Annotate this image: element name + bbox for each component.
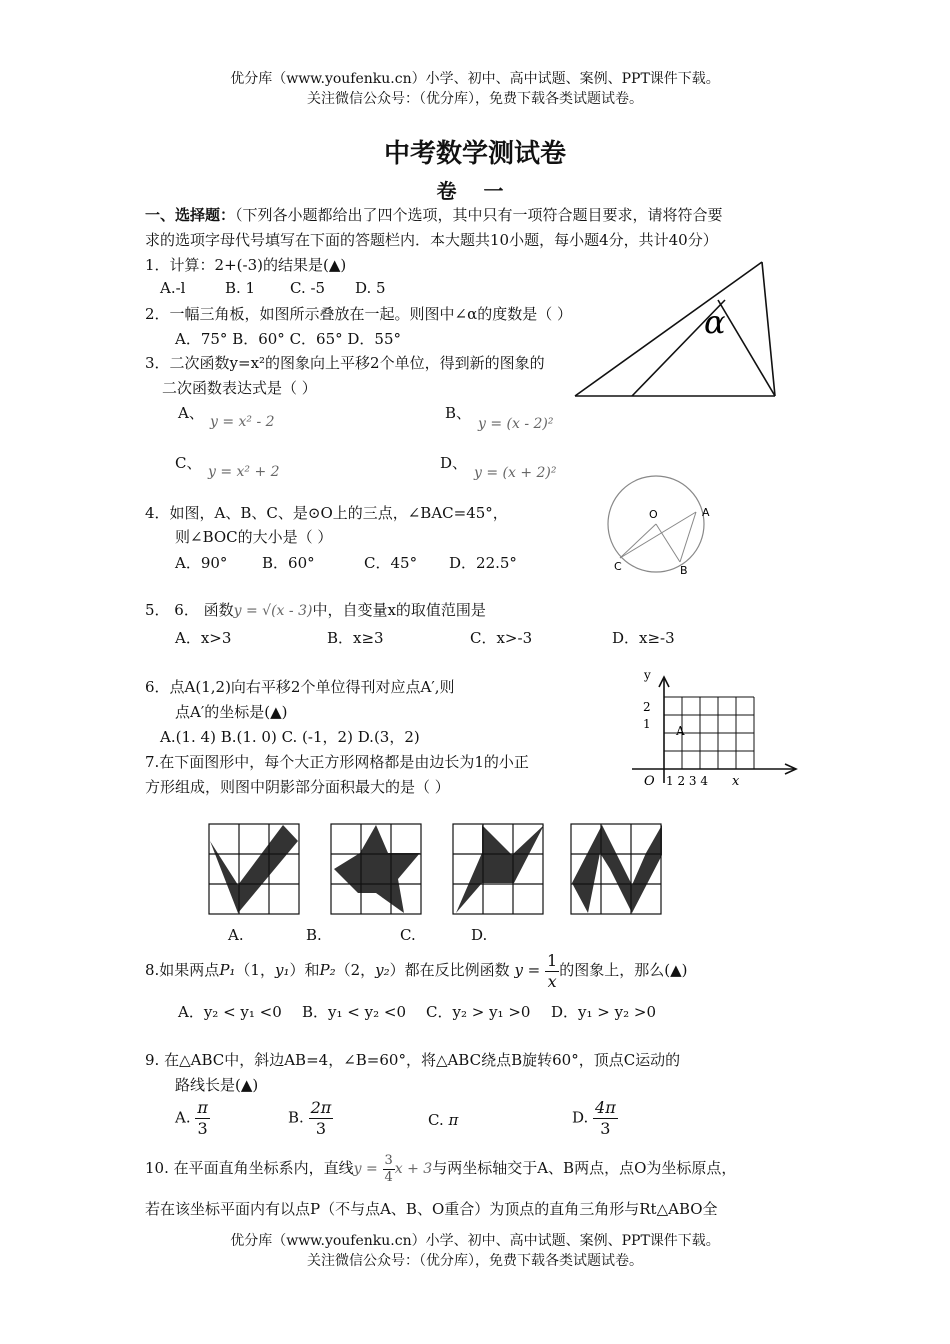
q8-p1: P₁ [219,961,236,979]
q2-set-squares-figure [570,258,785,400]
q5-pre: 5． 6． 函数 [145,601,234,619]
q7-stem-1: 7.在下面图形中，每个大正方形网格都是由边长为1的小正 [145,753,529,771]
q1-option-a: A.-l [160,279,186,297]
q3-option-d: D、 [440,454,468,472]
page-title: 中考数学测试卷 [383,139,566,169]
q6-options: A.(1. 4) B.(1. 0) C. (-1，2) D.(3，2) [160,728,420,746]
q4-stem-1: 4．如图，A、B、C、是⊙O上的三点，∠BAC=45°， [145,504,508,522]
q9-option-a [175,1098,210,1139]
q5-option-d: D．x≥-3 [612,629,675,647]
q9-option-d [572,1098,618,1139]
q6-x-label: x [732,774,740,789]
q8-close2: ）都在反比例函数 [389,961,510,979]
paper-subtitle: 卷 一 [436,179,514,203]
q2-stem: 2．一幅三角板，如图所示叠放在一起。则图中∠α的度数是（ ） [145,305,573,323]
q9-c-label: C. [428,1111,444,1129]
q6-y-label: y [644,668,651,682]
section-instr-1: （下列各小题都给出了四个选项，其中只有一项符合题目要求，请将符合要 [235,206,723,224]
q1-option-b: B. 1 [225,279,256,297]
q8-fn-y: y = [514,961,541,979]
header-line-2: 关注微信公众号：（优分库），免费下载各类试题试卷。 [307,91,643,107]
q10-expr-y: y = [353,1161,378,1177]
q6-tick-2: 2 [643,700,651,714]
q5-expr: y = √(x - 3) [233,603,313,619]
q4-label-b: B [680,564,688,577]
q4-option-c: C．45° [364,554,418,572]
q4-stem-2: 则∠BOC的大小是（ ） [175,528,333,546]
q4-option-d: D．22.5° [449,554,517,572]
q7-option-b: B. [306,926,322,944]
q10-stem-2: 若在该坐标平面内有以点P（不与点A、B、O重合）为顶点的直角三角形与Rt△ABO全 [145,1200,718,1218]
q5-option-a: A．x>3 [175,629,232,647]
q7-figure-b [330,823,422,915]
q6-point-a: A [676,724,685,738]
q10-num: 3 [384,1152,393,1168]
q9-a-fraction [195,1098,210,1139]
section-instructions-1 [145,204,723,225]
q5-option-c: C．x>-3 [470,629,533,647]
q4-label-a: A [702,506,710,519]
q9-d-label: D. [572,1108,589,1127]
q7-figure-c [452,823,544,915]
q8-option-b: B．y₁ < y₂ <0 [302,1003,406,1021]
q8-post: 的图象上，那么(▲) [559,961,688,979]
q5-option-b: B．x≥3 [327,629,384,647]
q10-stem-1 [145,1150,736,1187]
q8-p1-coord: （1， [235,961,275,979]
q8-pre: 8.如果两点 [145,961,220,979]
q6-tick-1: 1 [643,717,651,731]
q6-stem-2: 点A′的坐标是(▲) [175,703,288,721]
q3-option-d-expr: y = (x + 2)² [474,465,557,481]
q9-option-c [428,1111,458,1129]
q9-b-label: B. [288,1108,304,1127]
q8-stem [145,950,687,992]
q8-fn-num: 1 [547,950,558,970]
q10-post: 与两坐标轴交于A、B两点，点O为坐标原点， [432,1159,737,1177]
q1-stem: 1．计算：2+(-3)的结果是(▲) [145,256,347,274]
q8-p2-coord: （2， [335,961,376,979]
q9-a-label: A. [175,1108,191,1127]
q3-option-c: C、 [175,454,202,472]
q1-option-c: C. -5 [290,279,326,297]
section-label: 一、选择题： [145,206,236,224]
q7-option-d: D. [471,926,488,944]
q9-option-b [288,1098,333,1139]
q9-c-value: π [448,1111,459,1129]
q2-options: A．75° B．60° C．65° D．55° [175,330,402,348]
q9-b-fraction [309,1098,334,1139]
q9-d-num: 4π [595,1098,616,1117]
q8-close1: ）和 [289,961,320,979]
q2-alpha-label: α [704,303,726,341]
q3-option-a: A、 [178,404,204,422]
q9-d-fraction [593,1098,618,1139]
section-instructions-2: 求的选项字母代号填写在下面的答题栏内．本大题共10小题，每小题4分，共计40分） [145,231,718,249]
footer-line-1: 优分库（www.youfenku.cn）小学、初中、高中试题、案例、PPT课件下载。 [230,1233,720,1249]
q6-x-ticks: 1 2 3 4 [666,774,708,788]
q1-option-d: D. 5 [355,279,386,297]
q4-label-c: C [614,560,622,573]
q7-option-a: A. [228,926,244,944]
q3-option-c-expr: y = x² + 2 [208,464,280,480]
q9-d-den: 3 [600,1119,611,1138]
q4-circle-figure [600,472,720,582]
q8-option-c: C．y₂ > y₁ >0 [426,1003,531,1021]
q8-p2: P₂ [319,961,336,979]
q3-stem-1: 3．二次函数y=x²的图象向上平移2个单位，得到新的图象的 [145,354,545,372]
q9-b-den: 3 [315,1119,327,1138]
q6-stem-1: 6．点A(1,2)向右平移2个单位得刊对应点A′,则 [145,678,455,696]
q4-label-o: O [649,508,658,521]
q7-stem-2: 方形组成，则图中阴影部分面积最大的是（ ） [145,778,450,796]
q8-y1: y₁ [274,961,290,979]
q8-y2: y₂ [375,961,390,979]
q8-option-d: D．y₁ > y₂ >0 [551,1003,656,1021]
header-line-1: 优分库（www.youfenku.cn）小学、初中、高中试题、案例、PPT课件下载。 [230,71,720,87]
q9-b-num: 2π [310,1098,332,1117]
q10-pre: 10. 在平面直角坐标系内，直线 [145,1159,354,1177]
q7-figure-a [208,823,300,915]
q5-stem [145,599,486,620]
q6-coordinate-grid [630,665,805,790]
q4-option-b: B．60° [262,554,315,572]
q9-a-den: 3 [197,1119,208,1138]
q5-post: 中，自变量x的取值范围是 [312,601,486,619]
q7-figure-d [570,823,664,915]
footer-line-2: 关注微信公众号：（优分库），免费下载各类试题试卷。 [307,1253,643,1269]
q9-stem-2: 路线长是(▲) [175,1076,259,1094]
q4-option-a: A．90° [175,554,228,572]
q10-den: 4 [384,1169,393,1185]
q3-option-b-expr: y = (x - 2)² [478,416,554,432]
q8-fraction [545,951,559,992]
q8-fn-den: x [547,971,557,991]
q3-option-b: B、 [445,404,472,422]
q7-option-c: C. [400,926,416,944]
q9-a-num: π [197,1098,208,1117]
q9-stem-1: 9. 在△ABC中，斜边AB=4，∠B=60°，将△ABC绕点B旋转60°，顶点C运动的 [145,1051,681,1069]
q3-option-a-expr: y = x² - 2 [210,414,275,430]
q10-expr-rest: x + 3 [394,1161,433,1177]
q10-fraction [383,1153,395,1186]
q3-stem-2: 二次函数表达式是（ ） [162,379,317,397]
q6-origin-label: O [644,774,655,789]
q8-option-a: A．y₂ < y₁ <0 [178,1003,282,1021]
